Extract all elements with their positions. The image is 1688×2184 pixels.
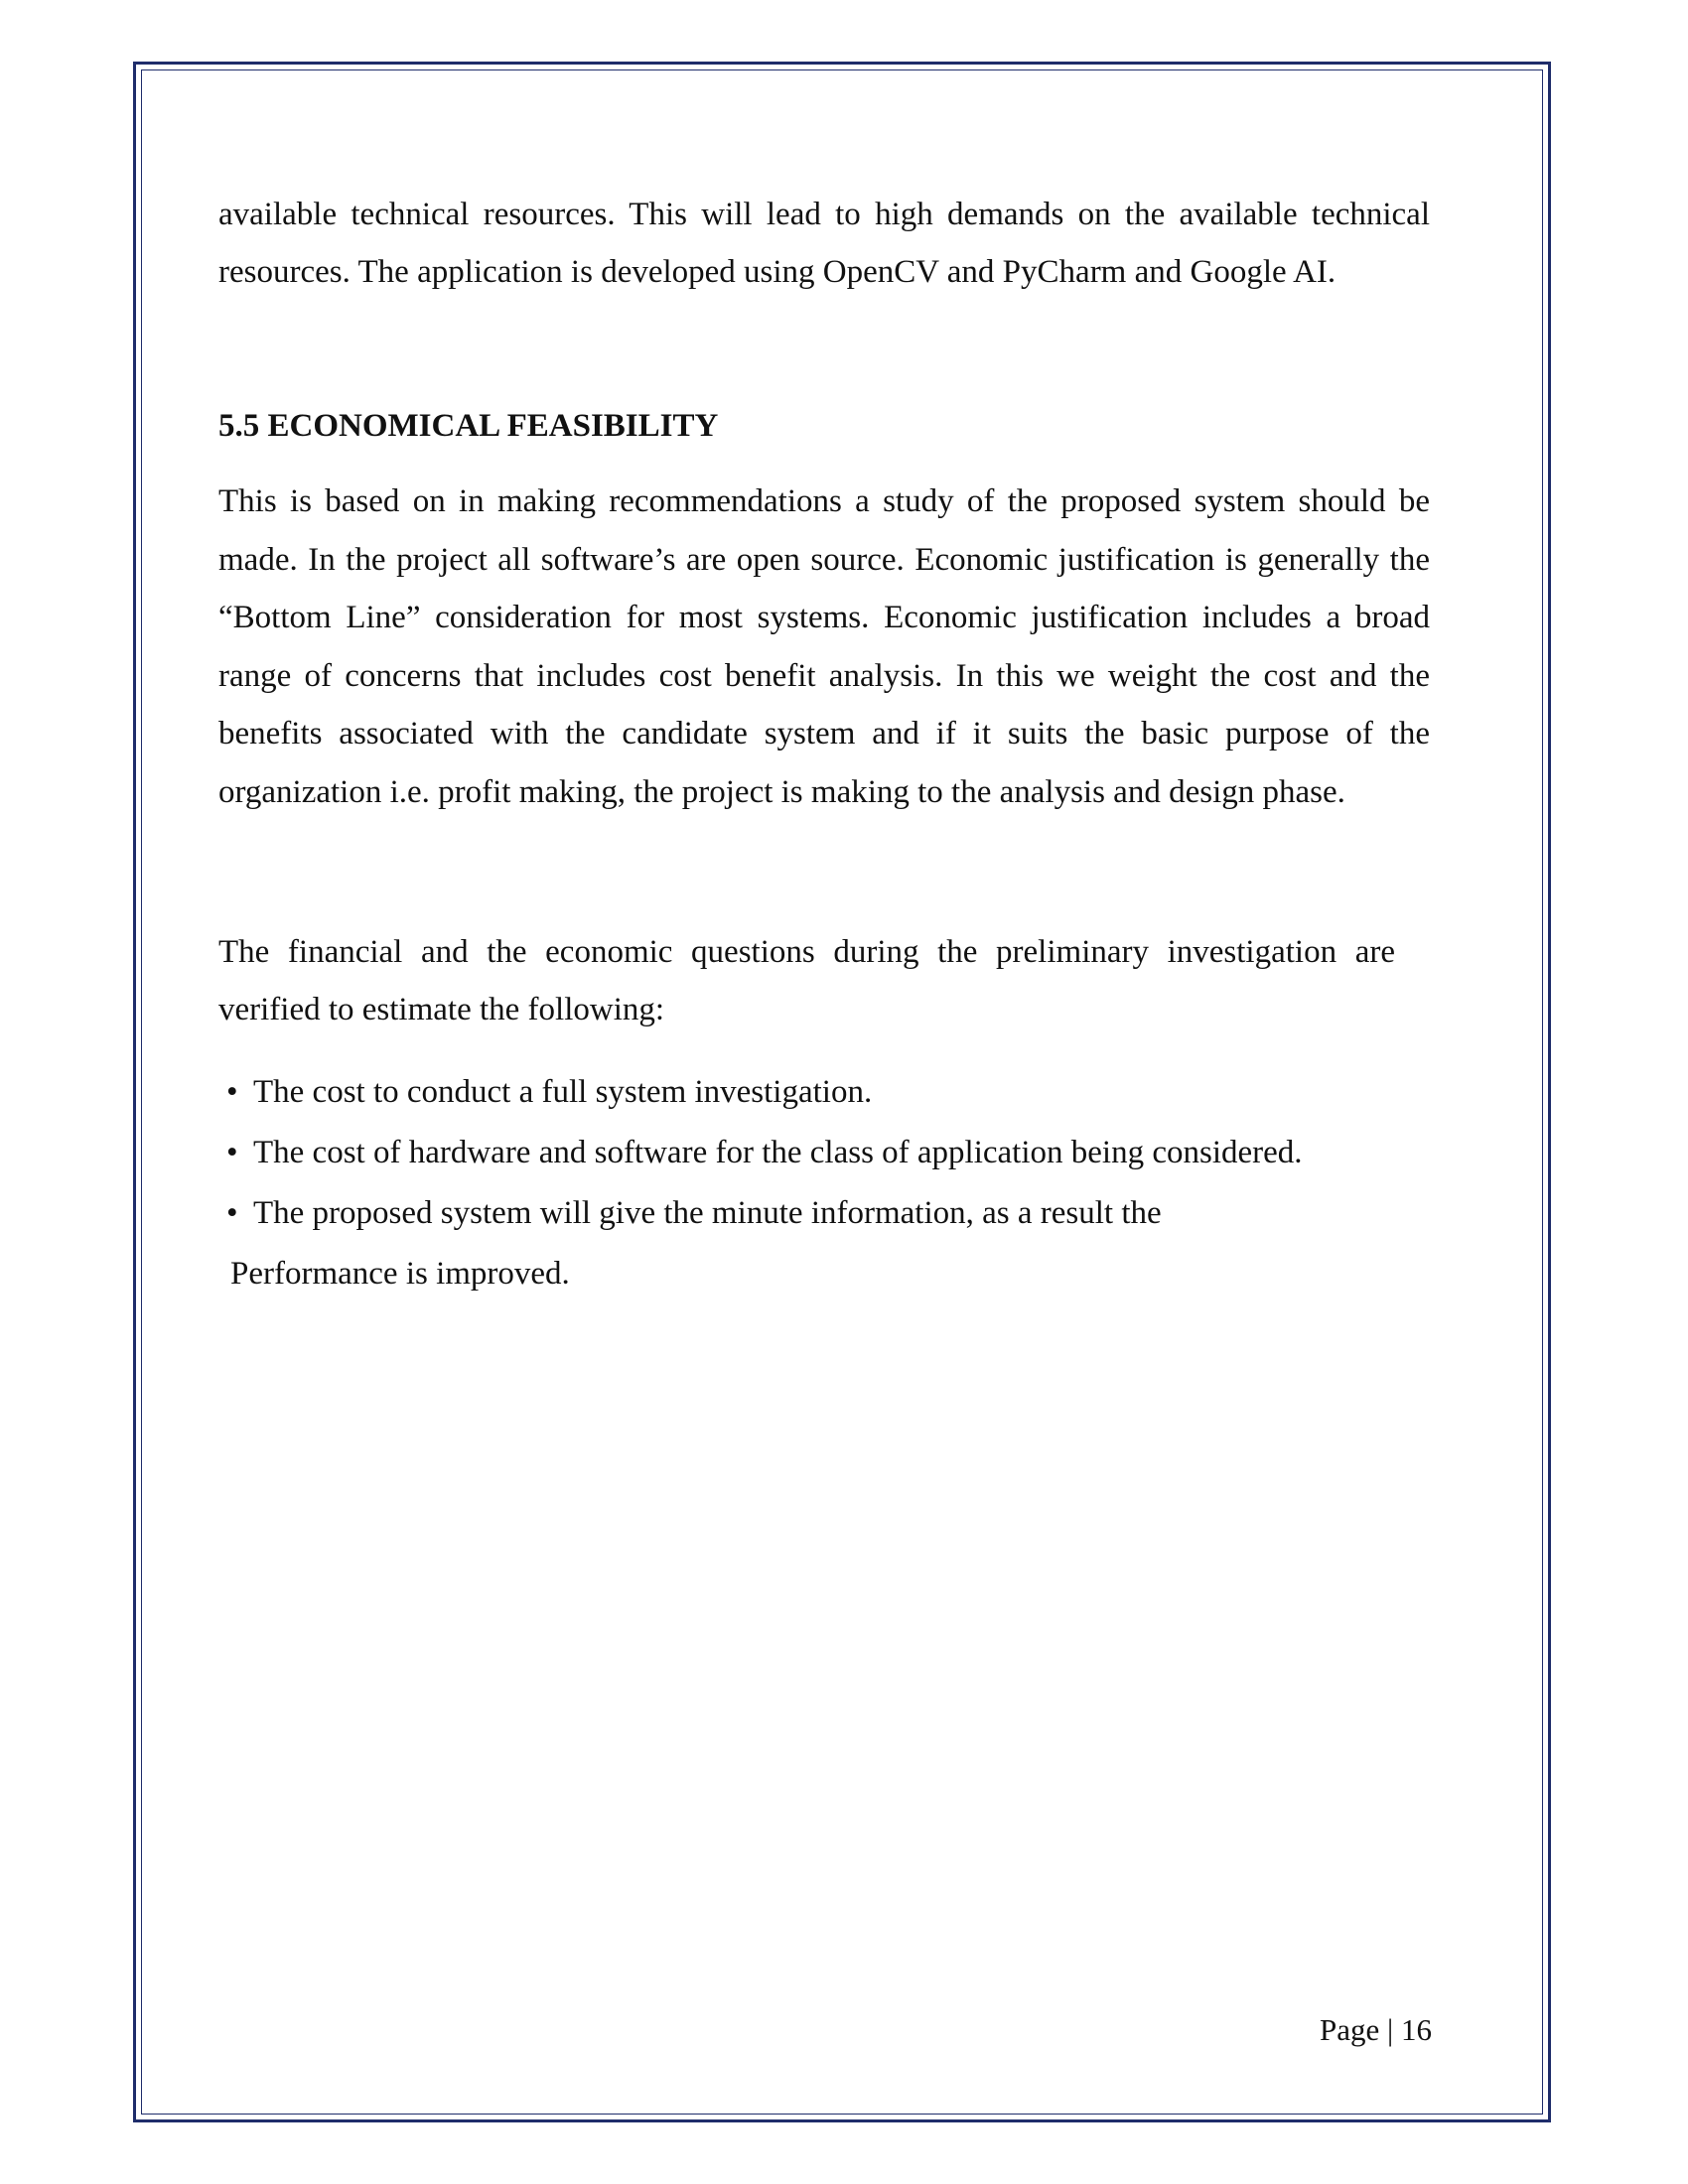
economic-block [218,473,1430,821]
bullet-list [226,1062,1418,1244]
list-item [226,1123,1418,1183]
intro-block [218,179,1430,301]
economic-paragraph: This is based on in making recommendations a study of the proposed system should be made. In the project all software’s are open source. Economic justification is generally the “Bottom Line” consideration for most systems. Economic justification includes a broad range of concerns that includes cost benefit analysis. In this we weight the cost and the benefits associated with the candidate system and if it suits the basic purpose of the organization i.e. profit making, the project is making to the analysis and design phase. [218,483,1430,810]
bullet-icon: • [226,1074,238,1110]
bullet-icon: • [226,1135,238,1170]
bullet-icon: • [226,1195,238,1231]
bullet-continuation: Performance is improved. [230,1256,570,1292]
bullet-text: The cost to conduct a full system investigation. [253,1074,873,1110]
bullet-text: The proposed system will give the minute information, as a result the [253,1195,1162,1231]
page-number: Page | 16 [1320,2012,1432,2047]
list-item [226,1062,1418,1123]
financial-block [218,923,1395,1038]
list-item [226,1183,1418,1244]
bullet-text: The cost of hardware and software for the class of application being considered. [253,1135,1303,1170]
financial-paragraph: The financial and the economic questions during the preliminary investigation are verified to estimate the following: [218,934,1395,1027]
section-heading: 5.5 ECONOMICAL FEASIBILITY [218,408,719,444]
intro-paragraph: available technical resources. This will lead to high demands on the available technical resources. The application is developed using OpenCV and PyCharm and Google AI. [218,197,1430,290]
